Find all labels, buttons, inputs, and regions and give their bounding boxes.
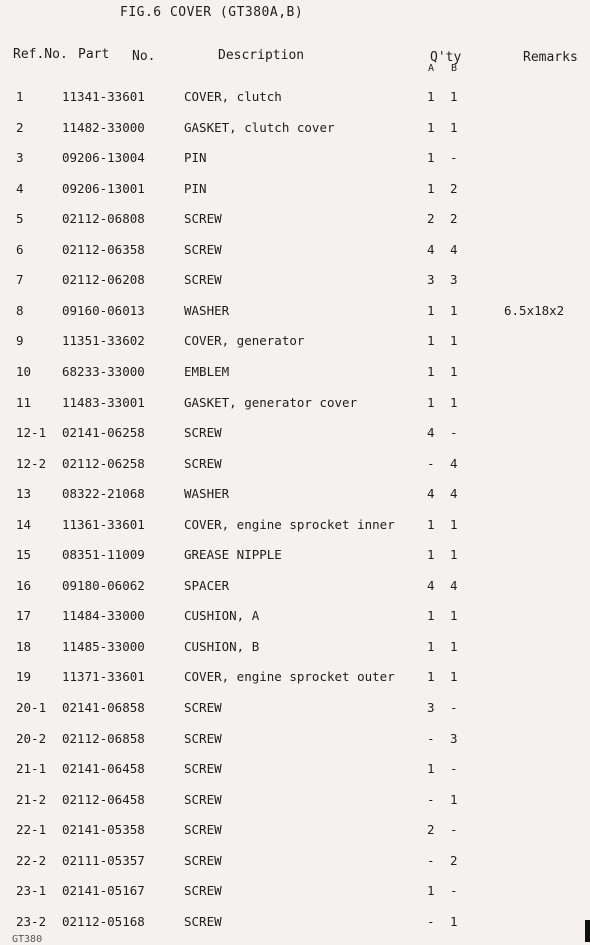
- cell-qty-b: -: [450, 761, 458, 776]
- cell-qty-a: 1: [427, 181, 435, 196]
- table-row: [0, 242, 590, 262]
- cell-qty-a: -: [427, 792, 435, 807]
- cell-ref-no: 18: [16, 639, 32, 654]
- cell-description: COVER, generator: [184, 333, 305, 348]
- cell-qty-b: -: [450, 822, 458, 837]
- cell-description: EMBLEM: [184, 364, 230, 379]
- header-description: Description: [218, 48, 305, 63]
- header-qty: Q'ty: [430, 50, 462, 65]
- table-row: [0, 547, 590, 567]
- table-row: [0, 792, 590, 812]
- table-row: [0, 486, 590, 506]
- cell-description: GREASE NIPPLE: [184, 547, 282, 562]
- cell-ref-no: 11: [16, 395, 32, 410]
- cell-qty-a: 1: [427, 547, 435, 562]
- cell-ref-no: 3: [16, 150, 24, 165]
- cell-qty-a: 1: [427, 669, 435, 684]
- cell-part-number: 02112-05168: [62, 914, 145, 929]
- cell-qty-b: 4: [450, 456, 458, 471]
- table-row: [0, 914, 590, 934]
- cell-qty-a: 1: [427, 395, 435, 410]
- cell-ref-no: 15: [16, 547, 32, 562]
- cell-qty-a: 1: [427, 120, 435, 135]
- cell-qty-b: 3: [450, 731, 458, 746]
- table-row: [0, 883, 590, 903]
- table-row: [0, 639, 590, 659]
- cell-qty-b: 4: [450, 578, 458, 593]
- cell-part-number: 11371-33601: [62, 669, 145, 684]
- cell-qty-a: 1: [427, 303, 435, 318]
- table-row: [0, 700, 590, 720]
- table-row: [0, 578, 590, 598]
- cell-qty-b: -: [450, 150, 458, 165]
- cell-part-number: 02141-05167: [62, 883, 145, 898]
- cell-ref-no: 21-2: [16, 792, 47, 807]
- cell-qty-b: 1: [450, 364, 458, 379]
- cell-part-number: 11483-33001: [62, 395, 145, 410]
- cell-qty-b: 1: [450, 914, 458, 929]
- cell-part-number: 02112-06858: [62, 731, 145, 746]
- table-row: [0, 120, 590, 140]
- cell-part-number: 08351-11009: [62, 547, 145, 562]
- table-row: [0, 89, 590, 109]
- cell-part-number: 09180-06062: [62, 578, 145, 593]
- table-row: [0, 395, 590, 415]
- cell-ref-no: 7: [16, 272, 24, 287]
- cell-part-number: 02141-06858: [62, 700, 145, 715]
- cell-remarks: 6.5x18x2: [504, 303, 565, 318]
- header-remarks: Remarks: [523, 50, 578, 65]
- cell-description: SCREW: [184, 425, 222, 440]
- cell-description: CUSHION, B: [184, 639, 260, 654]
- cell-qty-a: 1: [427, 89, 435, 104]
- cell-ref-no: 14: [16, 517, 32, 532]
- figure-title: FIG.6 COVER (GT380A,B): [120, 5, 304, 20]
- cell-qty-b: 1: [450, 395, 458, 410]
- cell-ref-no: 19: [16, 669, 32, 684]
- cell-qty-a: 4: [427, 425, 435, 440]
- table-row: [0, 517, 590, 537]
- table-row: [0, 608, 590, 628]
- cell-ref-no: 13: [16, 486, 32, 501]
- cell-description: WASHER: [184, 303, 230, 318]
- cell-qty-a: 4: [427, 242, 435, 257]
- cell-qty-a: 1: [427, 639, 435, 654]
- cell-description: SCREW: [184, 211, 222, 226]
- cell-description: SCREW: [184, 853, 222, 868]
- footer-model-code: GT380: [12, 934, 43, 945]
- cell-qty-b: 1: [450, 333, 458, 348]
- cell-qty-a: 2: [427, 211, 435, 226]
- cell-qty-b: 4: [450, 486, 458, 501]
- cell-qty-b: -: [450, 425, 458, 440]
- cell-qty-b: 1: [450, 120, 458, 135]
- cell-description: SCREW: [184, 731, 222, 746]
- cell-part-number: 02141-05358: [62, 822, 145, 837]
- cell-ref-no: 8: [16, 303, 24, 318]
- cell-part-number: 09160-06013: [62, 303, 145, 318]
- cell-part-number: 11361-33601: [62, 517, 145, 532]
- cell-ref-no: 21-1: [16, 761, 47, 776]
- cell-qty-a: 1: [427, 761, 435, 776]
- header-qty-b: B: [451, 63, 458, 74]
- cell-qty-a: -: [427, 456, 435, 471]
- cell-qty-a: 1: [427, 333, 435, 348]
- cell-qty-a: 1: [427, 150, 435, 165]
- cell-qty-b: 2: [450, 181, 458, 196]
- cell-ref-no: 2: [16, 120, 24, 135]
- cell-description: GASKET, generator cover: [184, 395, 358, 410]
- cell-ref-no: 16: [16, 578, 32, 593]
- cell-qty-a: 1: [427, 608, 435, 623]
- cell-part-number: 11485-33000: [62, 639, 145, 654]
- table-row: [0, 425, 590, 445]
- cell-qty-b: 2: [450, 211, 458, 226]
- table-row: [0, 333, 590, 353]
- cell-part-number: 02112-06208: [62, 272, 145, 287]
- header-ref-no: Ref.No.: [13, 47, 68, 62]
- table-row: [0, 303, 590, 323]
- table-row: [0, 364, 590, 384]
- cell-part-number: 02112-06358: [62, 242, 145, 257]
- cell-part-number: 11341-33601: [62, 89, 145, 104]
- cell-description: SCREW: [184, 272, 222, 287]
- cell-description: WASHER: [184, 486, 230, 501]
- cell-qty-b: 1: [450, 303, 458, 318]
- cell-description: GASKET, clutch cover: [184, 120, 335, 135]
- cell-qty-b: 3: [450, 272, 458, 287]
- cell-qty-b: 2: [450, 853, 458, 868]
- cell-qty-a: 1: [427, 883, 435, 898]
- cell-qty-b: 1: [450, 792, 458, 807]
- cell-ref-no: 20-2: [16, 731, 47, 746]
- cell-qty-a: 1: [427, 364, 435, 379]
- cell-ref-no: 9: [16, 333, 24, 348]
- cell-ref-no: 1: [16, 89, 24, 104]
- cell-ref-no: 22-1: [16, 822, 47, 837]
- cell-qty-b: -: [450, 883, 458, 898]
- header-no: No.: [132, 49, 156, 64]
- cell-qty-b: 1: [450, 639, 458, 654]
- cell-description: SCREW: [184, 700, 222, 715]
- cell-part-number: 11484-33000: [62, 608, 145, 623]
- cell-ref-no: 10: [16, 364, 32, 379]
- cell-ref-no: 17: [16, 608, 32, 623]
- cell-qty-a: 1: [427, 517, 435, 532]
- cell-qty-b: 1: [450, 517, 458, 532]
- cell-part-number: 02112-06808: [62, 211, 145, 226]
- cell-part-number: 11351-33602: [62, 333, 145, 348]
- cell-part-number: 02111-05357: [62, 853, 145, 868]
- cell-description: SPACER: [184, 578, 230, 593]
- cell-part-number: 02112-06258: [62, 456, 145, 471]
- cell-qty-a: 2: [427, 822, 435, 837]
- cell-qty-a: 3: [427, 700, 435, 715]
- cell-ref-no: 6: [16, 242, 24, 257]
- table-row: [0, 272, 590, 292]
- cell-description: PIN: [184, 150, 207, 165]
- cell-part-number: 09206-13004: [62, 150, 145, 165]
- cell-qty-a: 3: [427, 272, 435, 287]
- cell-description: SCREW: [184, 242, 222, 257]
- cell-ref-no: 23-2: [16, 914, 47, 929]
- cell-description: COVER, clutch: [184, 89, 282, 104]
- cell-description: SCREW: [184, 822, 222, 837]
- table-row: [0, 181, 590, 201]
- cell-ref-no: 4: [16, 181, 24, 196]
- cell-ref-no: 22-2: [16, 853, 47, 868]
- cell-description: SCREW: [184, 792, 222, 807]
- table-row: [0, 761, 590, 781]
- cell-part-number: 09206-13001: [62, 181, 145, 196]
- header-qty-a: A: [428, 63, 435, 74]
- cell-description: SCREW: [184, 883, 222, 898]
- cell-ref-no: 20-1: [16, 700, 47, 715]
- cell-part-number: 11482-33000: [62, 120, 145, 135]
- cell-qty-b: 4: [450, 242, 458, 257]
- cell-qty-b: -: [450, 700, 458, 715]
- cell-description: PIN: [184, 181, 207, 196]
- table-row: [0, 211, 590, 231]
- cell-qty-b: 1: [450, 608, 458, 623]
- cell-part-number: 08322-21068: [62, 486, 145, 501]
- cell-description: CUSHION, A: [184, 608, 260, 623]
- cell-qty-a: 4: [427, 578, 435, 593]
- cell-qty-a: 4: [427, 486, 435, 501]
- scan-edge-mark: [585, 920, 590, 942]
- table-row: [0, 150, 590, 170]
- cell-ref-no: 5: [16, 211, 24, 226]
- cell-part-number: 02112-06458: [62, 792, 145, 807]
- cell-description: SCREW: [184, 761, 222, 776]
- cell-description: COVER, engine sprocket inner: [184, 517, 395, 532]
- cell-ref-no: 12-2: [16, 456, 47, 471]
- cell-ref-no: 23-1: [16, 883, 47, 898]
- cell-ref-no: 12-1: [16, 425, 47, 440]
- table-row: [0, 669, 590, 689]
- cell-qty-b: 1: [450, 89, 458, 104]
- cell-part-number: 68233-33000: [62, 364, 145, 379]
- cell-qty-b: 1: [450, 547, 458, 562]
- table-row: [0, 822, 590, 842]
- cell-description: SCREW: [184, 914, 222, 929]
- cell-qty-a: -: [427, 731, 435, 746]
- cell-qty-a: -: [427, 914, 435, 929]
- cell-description: COVER, engine sprocket outer: [184, 669, 395, 684]
- cell-part-number: 02141-06258: [62, 425, 145, 440]
- table-row: [0, 731, 590, 751]
- cell-qty-a: -: [427, 853, 435, 868]
- cell-part-number: 02141-06458: [62, 761, 145, 776]
- cell-qty-b: 1: [450, 669, 458, 684]
- table-row: [0, 853, 590, 873]
- cell-description: SCREW: [184, 456, 222, 471]
- table-row: [0, 456, 590, 476]
- header-part: Part: [78, 47, 110, 62]
